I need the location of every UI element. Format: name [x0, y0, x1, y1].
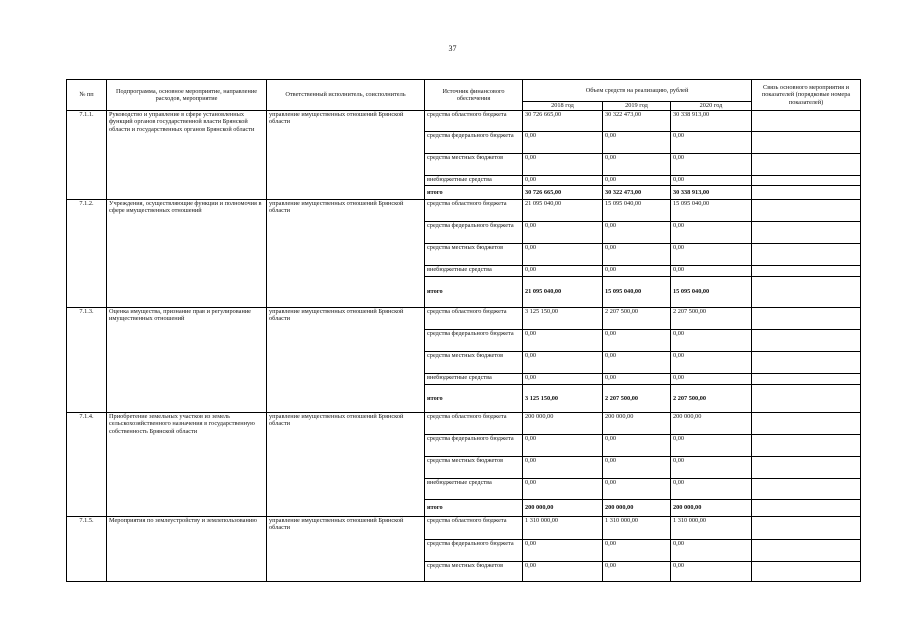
table-row: [67, 200, 861, 222]
amount-2019: 0,00: [603, 266, 671, 277]
amount-2019: 0,00: [603, 154, 671, 176]
indicator-link: [752, 413, 861, 435]
funding-source: средства областного бюджета: [425, 413, 523, 435]
amount-2019: 0,00: [603, 330, 671, 352]
table-row: [67, 413, 861, 435]
funding-source: итого: [425, 385, 523, 413]
header-source: Источник финансового обеспечения: [425, 80, 523, 111]
funding-source: средства местных бюджетов: [425, 457, 523, 479]
amount-2019: 2 207 500,00: [603, 385, 671, 413]
amount-2019: 15 095 040,00: [603, 200, 671, 222]
indicator-link: [752, 186, 861, 200]
funding-source: средства областного бюджета: [425, 200, 523, 222]
amount-2020: 0,00: [671, 330, 752, 352]
amount-2018: 3 125 150,00: [523, 308, 603, 330]
amount-2020: 30 338 913,00: [671, 111, 752, 132]
amount-2019: 30 322 473,00: [603, 186, 671, 200]
amount-2020: 0,00: [671, 374, 752, 385]
indicator-link: [752, 176, 861, 186]
indicator-link: [752, 435, 861, 457]
amount-2019: 0,00: [603, 244, 671, 266]
amount-2020: 0,00: [671, 154, 752, 176]
indicator-link: [752, 132, 861, 154]
amount-2019: 0,00: [603, 457, 671, 479]
header-year-2018: 2018 год: [523, 102, 603, 111]
amount-2018: 0,00: [523, 244, 603, 266]
amount-2020: 2 207 500,00: [671, 308, 752, 330]
amount-2020: 0,00: [671, 540, 752, 562]
funding-source: средства федерального бюджета: [425, 222, 523, 244]
indicator-link: [752, 266, 861, 277]
amount-2020: 0,00: [671, 435, 752, 457]
header-volume: Объем средств на реализацию, рублей: [523, 80, 752, 102]
amount-2020: 0,00: [671, 562, 752, 582]
funding-source: внебюджетные средства: [425, 374, 523, 385]
amount-2018: 0,00: [523, 352, 603, 374]
amount-2019: 0,00: [603, 435, 671, 457]
amount-2019: 0,00: [603, 352, 671, 374]
indicator-link: [752, 277, 861, 308]
amount-2020: 0,00: [671, 222, 752, 244]
funding-source: внебюджетные средства: [425, 176, 523, 186]
funding-source: средства федерального бюджета: [425, 330, 523, 352]
indicator-link: [752, 457, 861, 479]
header-name: Подпрограмма, основное мероприятие, направление расходов, мероприятие: [107, 80, 267, 111]
amount-2020: 0,00: [671, 457, 752, 479]
amount-2018: 21 095 040,00: [523, 277, 603, 308]
amount-2018: 0,00: [523, 176, 603, 186]
amount-2020: 0,00: [671, 479, 752, 500]
amount-2019: 0,00: [603, 374, 671, 385]
funding-source: средства местных бюджетов: [425, 562, 523, 582]
funding-source: внебюджетные средства: [425, 479, 523, 500]
indicator-link: [752, 500, 861, 517]
funding-source: итого: [425, 186, 523, 200]
amount-2018: 0,00: [523, 479, 603, 500]
page-number: 37: [448, 44, 457, 53]
amount-2020: 0,00: [671, 352, 752, 374]
table-body: [67, 111, 861, 582]
funding-source: итого: [425, 500, 523, 517]
indicator-link: [752, 352, 861, 374]
amount-2019: 2 207 500,00: [603, 308, 671, 330]
measure-name: Приобретение земельных участков из земель сельскохозяйственного назначения в государственную собственность Брянской области: [107, 413, 267, 517]
measure-name: Учреждения, осуществляющие функции и полномочия в сфере имущественных отношений: [107, 200, 267, 308]
amount-2018: 3 125 150,00: [523, 385, 603, 413]
indicator-link: [752, 374, 861, 385]
table-row: [67, 517, 861, 540]
table-row: [67, 308, 861, 330]
amount-2018: 0,00: [523, 457, 603, 479]
indicator-link: [752, 222, 861, 244]
funding-source: средства местных бюджетов: [425, 154, 523, 176]
measure-code: 7.1.3.: [67, 308, 107, 413]
measure-executor: управление имущественных отношений Брянской области: [267, 200, 425, 308]
measure-name: Руководство и управление в сфере установленных функций органов государственной власти Брянской области и государственных органов Брянской области: [107, 111, 267, 200]
amount-2020: 0,00: [671, 244, 752, 266]
amount-2019: 30 322 473,00: [603, 111, 671, 132]
amount-2019: 0,00: [603, 222, 671, 244]
indicator-link: [752, 517, 861, 540]
amount-2020: 0,00: [671, 266, 752, 277]
amount-2020: 15 095 040,00: [671, 200, 752, 222]
measure-name: Мероприятия по землеустройству и землепользованию: [107, 517, 267, 582]
indicator-link: [752, 385, 861, 413]
amount-2020: 1 310 000,00: [671, 517, 752, 540]
amount-2019: 1 310 000,00: [603, 517, 671, 540]
indicator-link: [752, 330, 861, 352]
amount-2019: 0,00: [603, 479, 671, 500]
amount-2018: 0,00: [523, 266, 603, 277]
indicator-link: [752, 308, 861, 330]
amount-2018: 200 000,00: [523, 413, 603, 435]
indicator-link: [752, 540, 861, 562]
amount-2020: 15 095 040,00: [671, 277, 752, 308]
amount-2018: 0,00: [523, 562, 603, 582]
funding-source: средства федерального бюджета: [425, 435, 523, 457]
measure-code: 7.1.1.: [67, 111, 107, 200]
header-executor: Ответственный исполнитель, соисполнитель: [267, 80, 425, 111]
measure-name: Оценка имущества, признание прав и регулирование имущественных отношений: [107, 308, 267, 413]
indicator-link: [752, 479, 861, 500]
amount-2019: 200 000,00: [603, 413, 671, 435]
header-no: № пп: [67, 80, 107, 111]
indicator-link: [752, 154, 861, 176]
amount-2020: 0,00: [671, 176, 752, 186]
measure-executor: управление имущественных отношений Брянской области: [267, 413, 425, 517]
amount-2019: 0,00: [603, 132, 671, 154]
amount-2018: 0,00: [523, 435, 603, 457]
amount-2018: 1 310 000,00: [523, 517, 603, 540]
indicator-link: [752, 244, 861, 266]
amount-2018: 0,00: [523, 330, 603, 352]
indicator-link: [752, 111, 861, 132]
header-year-2019: 2019 год: [603, 102, 671, 111]
amount-2018: 0,00: [523, 154, 603, 176]
measure-code: 7.1.2.: [67, 200, 107, 308]
amount-2019: 15 095 040,00: [603, 277, 671, 308]
funding-source: средства федерального бюджета: [425, 132, 523, 154]
measure-executor: управление имущественных отношений Брянской области: [267, 517, 425, 582]
table-row: [67, 111, 861, 132]
amount-2018: 0,00: [523, 222, 603, 244]
amount-2019: 0,00: [603, 540, 671, 562]
indicator-link: [752, 200, 861, 222]
amount-2020: 30 338 913,00: [671, 186, 752, 200]
amount-2020: 200 000,00: [671, 413, 752, 435]
amount-2018: 30 726 665,00: [523, 111, 603, 132]
header-link: Связь основного мероприятия и показателей (порядковые номера показателей): [752, 80, 861, 111]
funding-source: средства федерального бюджета: [425, 540, 523, 562]
header-year-2020: 2020 год: [671, 102, 752, 111]
amount-2018: 21 095 040,00: [523, 200, 603, 222]
measure-code: 7.1.5.: [67, 517, 107, 582]
funding-source: средства областного бюджета: [425, 111, 523, 132]
measure-executor: управление имущественных отношений Брянской области: [267, 111, 425, 200]
amount-2020: 2 207 500,00: [671, 385, 752, 413]
funding-source: средства местных бюджетов: [425, 352, 523, 374]
amount-2018: 0,00: [523, 374, 603, 385]
amount-2018: 0,00: [523, 540, 603, 562]
funding-source: средства областного бюджета: [425, 308, 523, 330]
funding-source: средства областного бюджета: [425, 517, 523, 540]
amount-2019: 0,00: [603, 562, 671, 582]
funding-source: средства местных бюджетов: [425, 244, 523, 266]
funding-source: итого: [425, 277, 523, 308]
amount-2019: 0,00: [603, 176, 671, 186]
funding-source: внебюджетные средства: [425, 266, 523, 277]
measure-executor: управление имущественных отношений Брянской области: [267, 308, 425, 413]
amount-2018: 0,00: [523, 132, 603, 154]
amount-2020: 0,00: [671, 132, 752, 154]
measure-code: 7.1.4.: [67, 413, 107, 517]
amount-2019: 200 000,00: [603, 500, 671, 517]
amount-2018: 200 000,00: [523, 500, 603, 517]
indicator-link: [752, 562, 861, 582]
amount-2020: 200 000,00: [671, 500, 752, 517]
amount-2018: 30 726 665,00: [523, 186, 603, 200]
budget-table: [66, 79, 861, 582]
